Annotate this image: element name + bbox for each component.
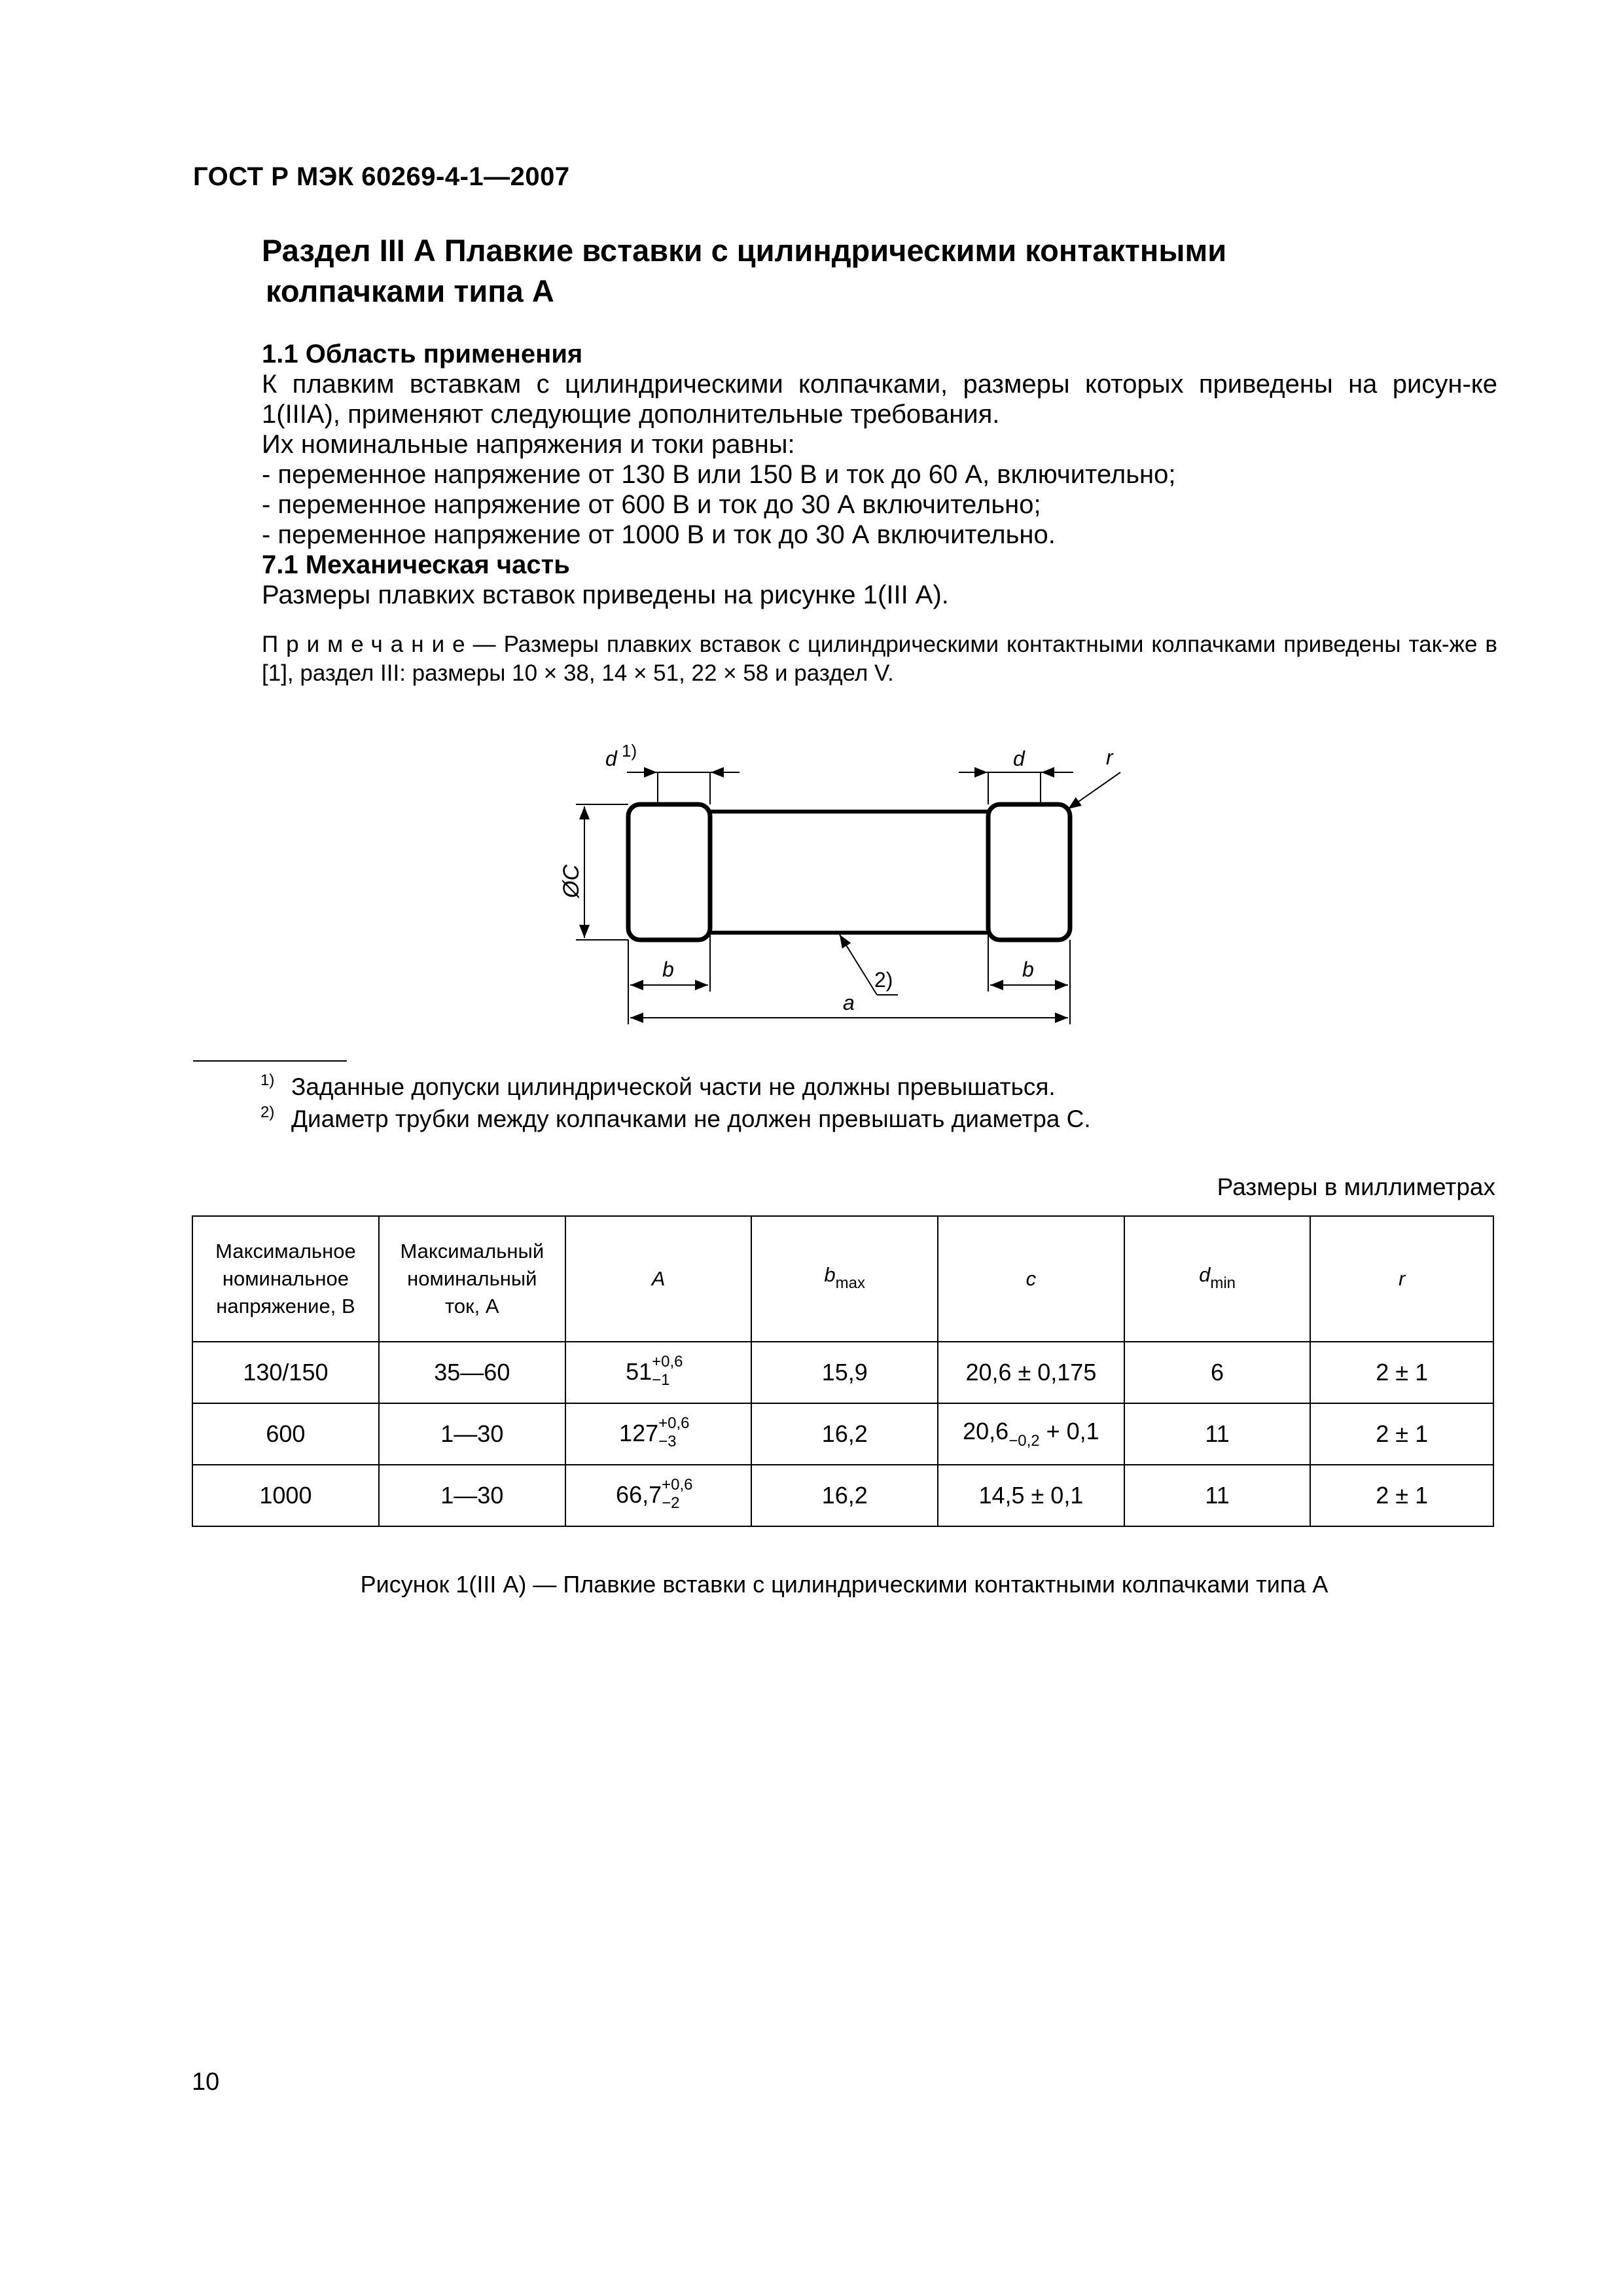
cell-c-main: 20,6 xyxy=(963,1418,1009,1444)
mechanical-paragraph: Размеры плавких вставок приведены на рисунке 1(III А). xyxy=(262,581,949,609)
header-current-line-2: номинальный xyxy=(407,1267,537,1290)
dimensions-table xyxy=(192,1215,1494,1527)
cell-current: 35—60 xyxy=(379,1342,565,1403)
note2-label: 2) xyxy=(874,968,893,992)
ratings-intro: Их номинальные напряжения и токи равны: xyxy=(262,430,795,459)
right-cap xyxy=(988,804,1070,940)
cell-a-base: 127 xyxy=(619,1420,659,1447)
cell-a-lower: −1 xyxy=(652,1371,670,1389)
table-row xyxy=(192,1342,1493,1403)
footnote-1-text: Заданные допуски цилиндрической части не должны превышаться. xyxy=(291,1073,1056,1100)
page-number: 10 xyxy=(192,2068,220,2096)
cell-a xyxy=(565,1342,752,1403)
header-d-sub: min xyxy=(1210,1274,1236,1292)
footnote-1 xyxy=(262,1072,1056,1102)
cell-a xyxy=(565,1403,752,1465)
footnote-separator xyxy=(193,1060,347,1062)
cell-c-tail: + 0,1 xyxy=(1039,1418,1099,1444)
table-row xyxy=(192,1465,1493,1526)
cell-a-upper: +0,6 xyxy=(658,1414,690,1432)
cell-d: 11 xyxy=(1124,1403,1311,1465)
d1-superscript: 1) xyxy=(622,741,637,761)
a-label: a xyxy=(843,991,855,1014)
header-current-line-1: Максимальный xyxy=(400,1240,544,1263)
header-current xyxy=(379,1216,565,1342)
section-title-line-2: колпачками типа А xyxy=(266,274,554,308)
cell-r: 2 ± 1 xyxy=(1310,1403,1493,1465)
units-note: Размеры в миллиметрах xyxy=(1217,1174,1495,1200)
cell-a-upper: +0,6 xyxy=(662,1475,693,1494)
ratings-item-3: - переменное напряжение от 1000 В и ток до 30 А включительно. xyxy=(262,520,1056,549)
cell-a-tolerance xyxy=(662,1475,701,1512)
cell-c xyxy=(938,1342,1124,1403)
heading-mechanical: 7.1 Механическая часть xyxy=(262,550,570,579)
cell-a-lower: −3 xyxy=(658,1432,677,1450)
cell-a-base: 51 xyxy=(626,1358,652,1386)
table-row xyxy=(192,1403,1493,1465)
r-label: r xyxy=(1106,745,1113,769)
d-label: d xyxy=(1013,747,1025,770)
header-c: c xyxy=(938,1216,1124,1342)
header-b xyxy=(751,1216,938,1342)
header-r: r xyxy=(1310,1216,1493,1342)
cell-b: 15,9 xyxy=(751,1342,938,1403)
cell-d: 6 xyxy=(1124,1342,1311,1403)
note2-leader xyxy=(840,935,877,995)
cell-voltage: 130/150 xyxy=(192,1342,379,1403)
cell-b: 16,2 xyxy=(751,1465,938,1526)
cell-current: 1—30 xyxy=(379,1465,565,1526)
cell-a-tolerance xyxy=(652,1352,691,1389)
ratings-item-1: - переменное напряжение от 130 В или 150 В и ток до 60 А, включительно; xyxy=(262,460,1176,489)
footnote-2-mark: 2) xyxy=(260,1103,275,1121)
note-text: — Размеры плавких вставок с цилиндрическими контактными колпачками приведены так-же в [1], раздел III: размеры 10 × 38, 14 × 51, 22 × 58 и раздел V. xyxy=(262,632,1497,686)
document-header: ГОСТ Р МЭК 60269-4-1—2007 xyxy=(193,162,570,191)
figure-caption-text: Рисунок 1(III А) — Плавкие вставки с цилиндрическими контактными колпачками типа А xyxy=(360,1571,1329,1598)
cell-a-upper: +0,6 xyxy=(652,1352,683,1371)
cell-c-main: 20,6 ± 0,175 xyxy=(965,1359,1097,1386)
cell-c-main: 14,5 ± 0,1 xyxy=(978,1482,1084,1509)
cell-voltage: 1000 xyxy=(192,1465,379,1526)
b-right-label: b xyxy=(1022,958,1034,981)
cell-r: 2 ± 1 xyxy=(1310,1465,1493,1526)
cell-d: 11 xyxy=(1124,1465,1311,1526)
b-left-label: b xyxy=(662,958,674,981)
cell-a-lower: −2 xyxy=(662,1494,680,1512)
header-d-symbol: d xyxy=(1199,1263,1211,1286)
cell-c xyxy=(938,1403,1124,1465)
cell-c xyxy=(938,1465,1124,1526)
cell-r: 2 ± 1 xyxy=(1310,1342,1493,1403)
cell-a-tolerance xyxy=(658,1414,698,1450)
header-current-line-3: ток, А xyxy=(445,1295,499,1318)
cell-a-base: 66,7 xyxy=(616,1481,662,1509)
cell-current: 1—30 xyxy=(379,1403,565,1465)
footnote-2-text: Диаметр трубки между колпачками не должен превышать диаметра С. xyxy=(291,1105,1091,1132)
scope-paragraph: К плавким вставкам с цилиндрическими колпачками, размеры которых приведены на рисун-ке 1(IIIA), применяют следующие дополнительные требования. xyxy=(262,370,1497,429)
header-voltage-line-3: напряжение, В xyxy=(216,1295,355,1318)
fuse-tube xyxy=(710,812,988,933)
cell-c-sub: −0,2 xyxy=(1008,1432,1040,1450)
header-b-symbol: b xyxy=(824,1263,836,1286)
footnote-2 xyxy=(262,1104,1091,1134)
header-voltage-line-1: Максимальное xyxy=(215,1240,356,1263)
section-title-line-1: Раздел III А Плавкие вставки с цилиндрическими контактными xyxy=(262,233,1227,268)
figure-caption xyxy=(0,1571,1623,1598)
left-cap xyxy=(628,804,710,940)
cell-b: 16,2 xyxy=(751,1403,938,1465)
heading-scope: 1.1 Область применения xyxy=(262,340,583,368)
cell-voltage: 600 xyxy=(192,1403,379,1465)
fuse-drawing xyxy=(0,0,1623,1060)
d1-label: d xyxy=(605,747,617,770)
header-voltage-line-2: номинальное xyxy=(222,1267,349,1290)
oc-label: ØC xyxy=(559,865,584,898)
header-a: A xyxy=(565,1216,752,1342)
footnote-1-mark: 1) xyxy=(260,1071,275,1089)
ratings-item-2: - переменное напряжение от 600 В и ток до 30 А включительно; xyxy=(262,490,1041,519)
note-label: Примечание xyxy=(262,632,473,657)
header-d xyxy=(1124,1216,1311,1342)
table-header-row xyxy=(192,1216,1493,1342)
r-leader xyxy=(1068,772,1120,809)
header-voltage xyxy=(192,1216,379,1342)
cell-a xyxy=(565,1465,752,1526)
header-b-sub: max xyxy=(835,1274,866,1292)
